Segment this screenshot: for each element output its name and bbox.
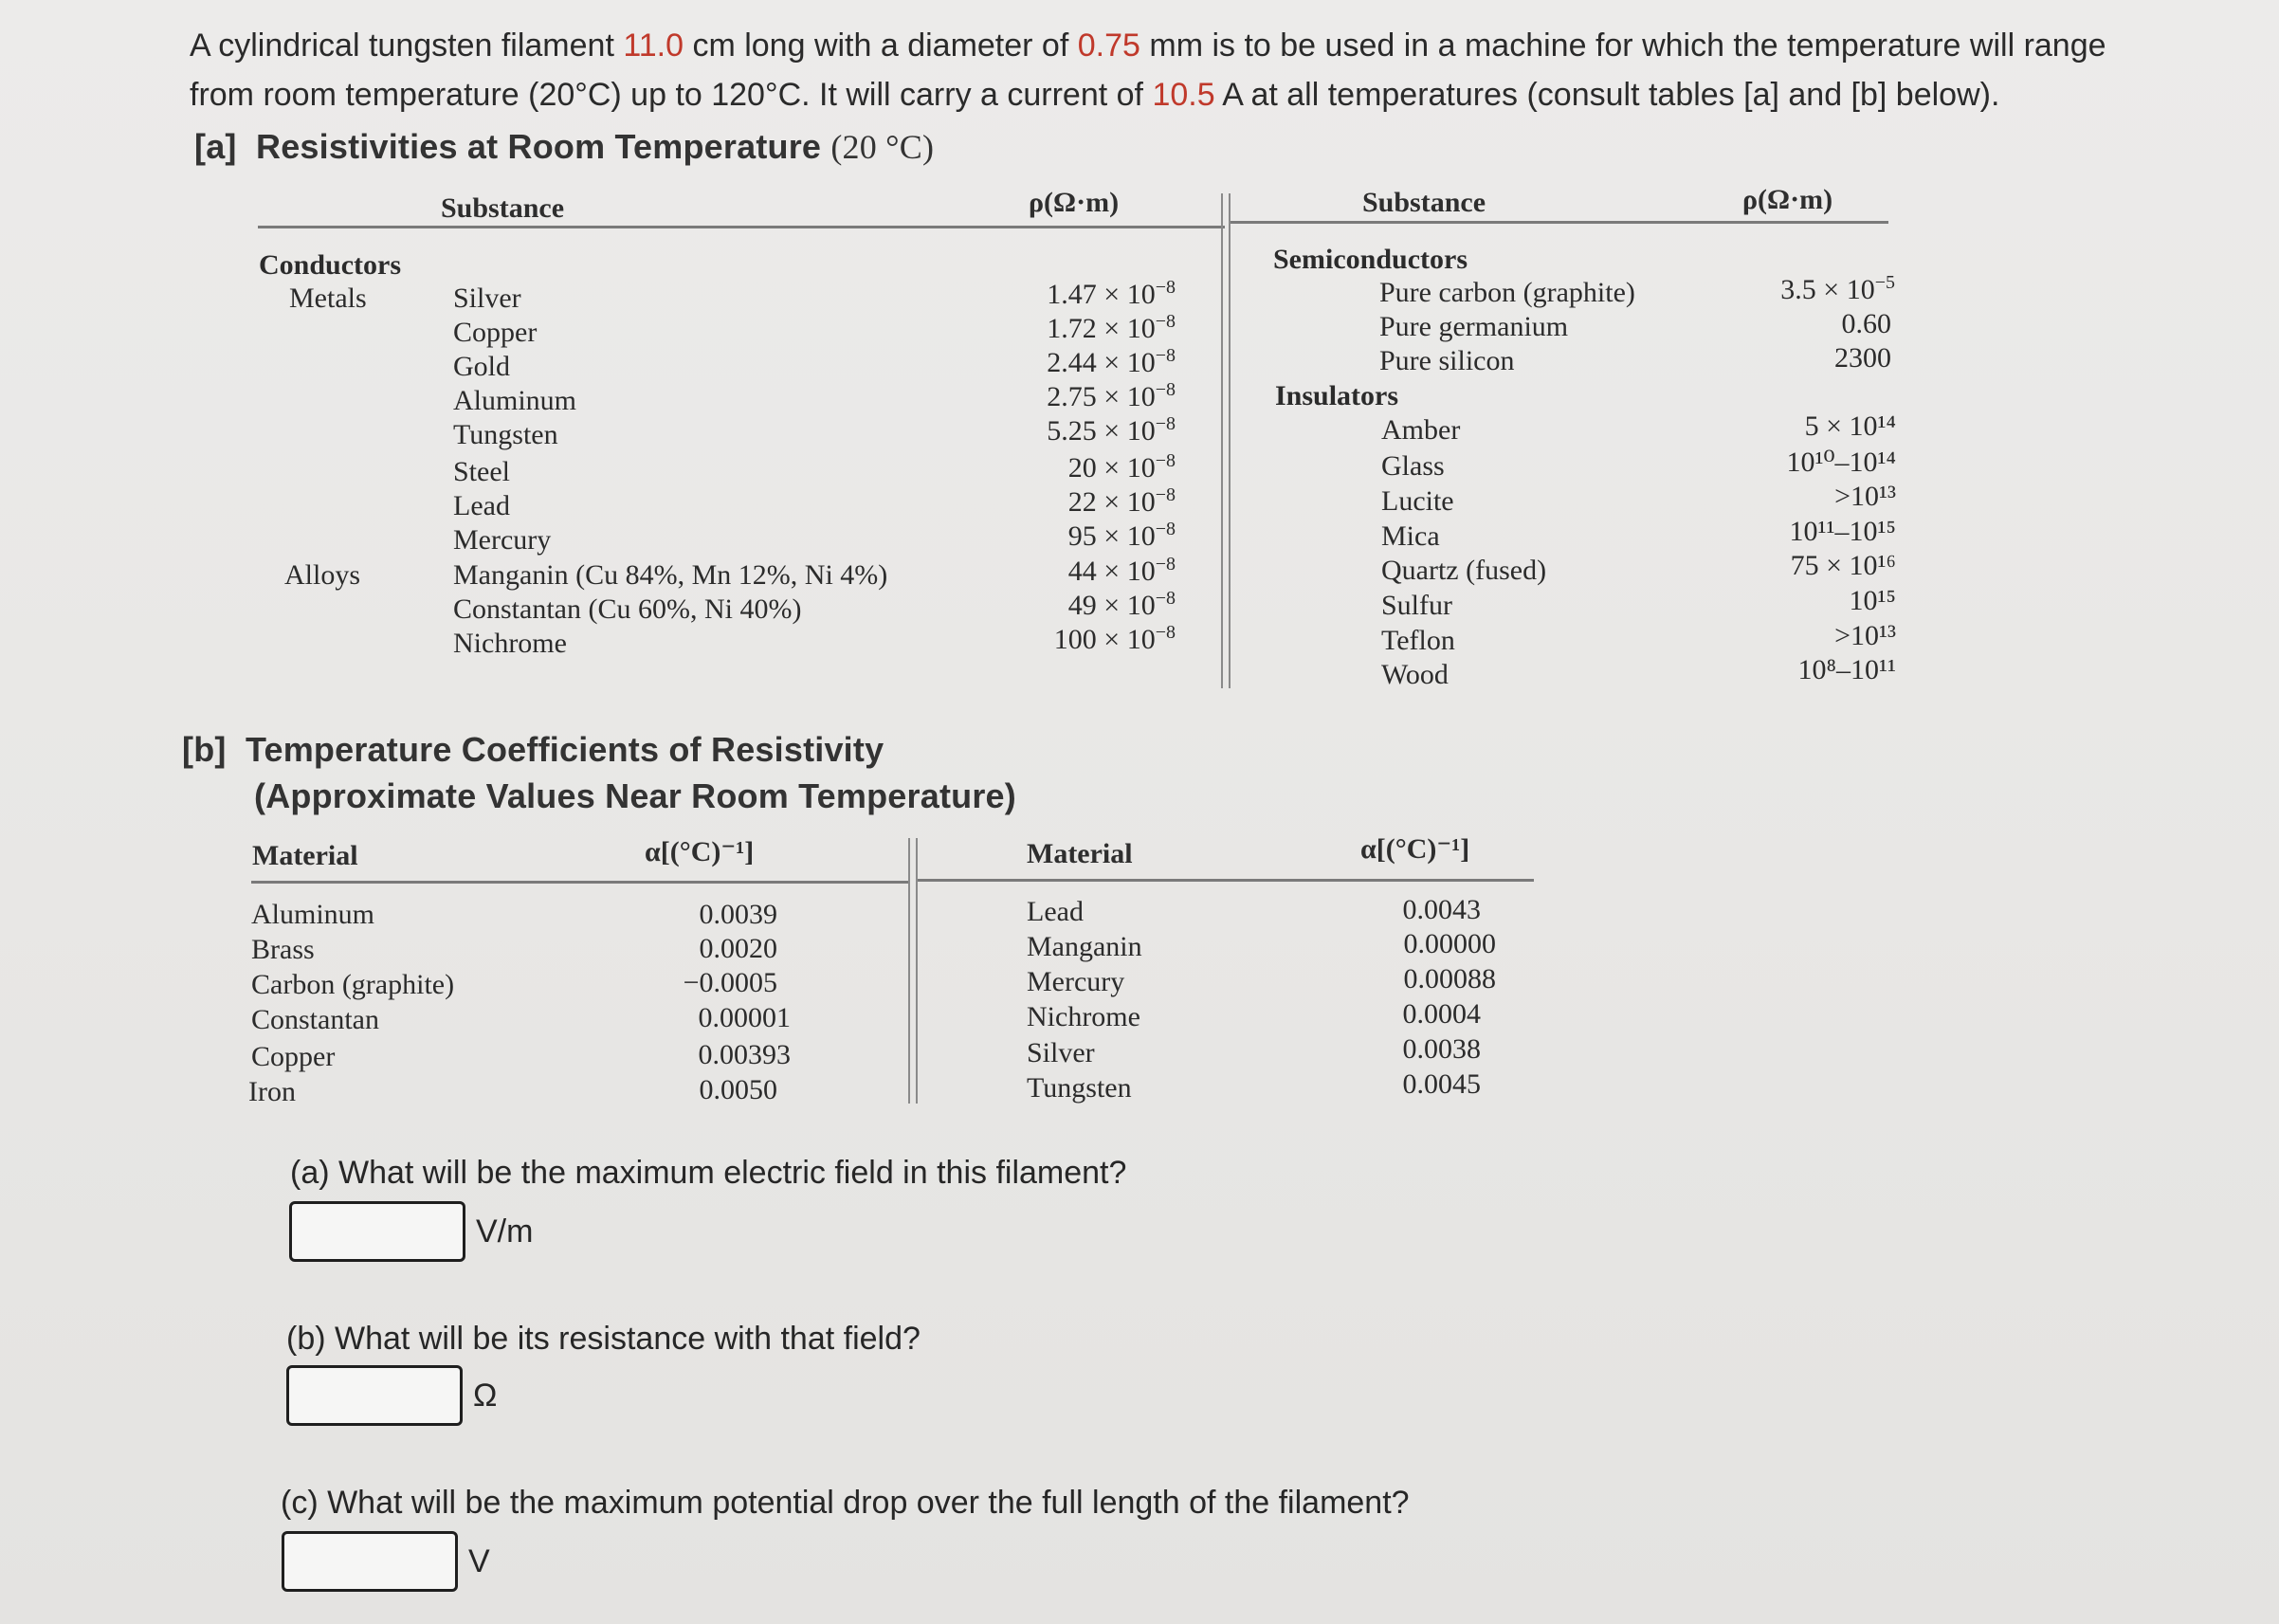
table-b-divider-1 xyxy=(908,838,910,1104)
metal-resistivity: $1.72 \times 10^{-8}$ xyxy=(1047,311,1176,344)
insulator-resistivity: >10¹³ xyxy=(1834,481,1896,512)
insulator-resistivity: >10¹³ xyxy=(1834,620,1896,651)
metal-name: Mercury xyxy=(453,524,552,556)
problem-line-2 xyxy=(190,70,1999,119)
alloy-resistivity: $49 \times 10^{-8}$ xyxy=(1067,588,1176,621)
material-name: Constantan xyxy=(251,1004,379,1035)
table-a-header-rho-right: ρ(Ω·m) xyxy=(1742,184,1833,215)
alloy-name: Nichrome xyxy=(453,628,567,659)
table-a-title xyxy=(194,127,934,167)
insulator-resistivity: 5 × 10¹⁴ xyxy=(1804,411,1896,442)
insulator-name: Amber xyxy=(1381,414,1461,446)
table-a-header-substance-right: Substance xyxy=(1362,187,1486,218)
table-a-title-temp: (20 °C) xyxy=(830,128,935,166)
metal-name: Aluminum xyxy=(453,385,577,416)
material-name: Iron xyxy=(248,1076,296,1107)
problem-line-1 xyxy=(190,21,2106,70)
answer-a-unit: V/m xyxy=(476,1213,534,1250)
insulator-resistivity: 75 × 10¹⁶ xyxy=(1790,550,1896,581)
material-name: Mercury xyxy=(1027,966,1125,997)
table-b-tag: [b] xyxy=(182,730,227,769)
table-a-divider-1 xyxy=(1221,193,1223,688)
insulator-name: Mica xyxy=(1381,520,1440,552)
problem-text-1b: cm long with a diameter of xyxy=(684,27,1078,64)
material-name: Manganin xyxy=(1027,931,1142,962)
insulator-name: Teflon xyxy=(1381,625,1455,656)
material-coefficient: 0.0038 xyxy=(1402,1033,1481,1065)
table-b-header-rule-right xyxy=(916,879,1534,882)
metal-resistivity: $1.47 \times 10^{-8}$ xyxy=(1047,277,1176,310)
metal-name: Copper xyxy=(453,317,538,348)
question-b-label: (b) What will be its resistance with that field? xyxy=(286,1321,921,1357)
semiconductor-name: Pure silicon xyxy=(1379,345,1515,376)
material-coefficient: 0.0039 xyxy=(699,899,777,930)
semiconductor-name: Pure germanium xyxy=(1379,311,1569,342)
material-coefficient: 0.00393 xyxy=(698,1039,791,1070)
current-value: 10.5 xyxy=(1152,77,1215,113)
insulator-resistivity: 10¹¹–10¹⁵ xyxy=(1789,516,1896,547)
alloys-label: Alloys xyxy=(284,559,361,591)
table-b-title-text: Temperature Coefficients of Resistivity xyxy=(245,730,884,769)
metal-name: Silver xyxy=(453,283,521,314)
table-b-header-material-right: Material xyxy=(1027,838,1133,869)
problem-text-2b: A at all temperatures (consult tables [a] and [b] below). xyxy=(1214,77,2000,113)
problem-text-2a: from room temperature (20°C) up to 120°C. It will carry a current of xyxy=(190,77,1153,113)
semiconductors-label: Semiconductors xyxy=(1273,244,1468,275)
metal-resistivity: $2.44 \times 10^{-8}$ xyxy=(1047,345,1176,378)
answer-b-unit: Ω xyxy=(473,1378,498,1414)
material-name: Brass xyxy=(251,934,315,965)
insulator-name: Lucite xyxy=(1381,485,1454,517)
metal-resistivity: $22 \times 10^{-8}$ xyxy=(1067,484,1176,518)
table-a-header-rule-right xyxy=(1231,221,1888,224)
insulator-name: Glass xyxy=(1381,450,1445,482)
conductors-label: Conductors xyxy=(259,249,402,281)
material-coefficient: 0.00088 xyxy=(1403,963,1496,994)
insulator-name: Quartz (fused) xyxy=(1381,555,1547,586)
semiconductor-resistivity: 2300 xyxy=(1834,342,1891,374)
material-name: Silver xyxy=(1027,1037,1095,1068)
answer-b-input[interactable] xyxy=(286,1365,463,1426)
table-b-header-alpha-left: α[(°C)⁻¹] xyxy=(645,836,755,867)
alloy-resistivity: $100 \times 10^{-8}$ xyxy=(1053,622,1176,655)
table-b-title-1 xyxy=(182,730,884,770)
table-b-header-material-left: Material xyxy=(252,840,358,871)
material-name: Copper xyxy=(251,1041,336,1072)
insulator-resistivity: 10¹⁰–10¹⁴ xyxy=(1786,447,1896,478)
table-a-header-rho-left: ρ(Ω·m) xyxy=(1029,187,1120,218)
semiconductor-resistivity: 0.60 xyxy=(1841,308,1891,339)
metal-resistivity: $95 \times 10^{-8}$ xyxy=(1067,519,1176,552)
material-name: Nichrome xyxy=(1027,1001,1140,1032)
metal-name: Tungsten xyxy=(453,419,558,450)
metal-resistivity: $20 \times 10^{-8}$ xyxy=(1067,450,1176,484)
insulator-resistivity: 10⁸–10¹¹ xyxy=(1797,654,1896,685)
filament-diameter-value: 0.75 xyxy=(1077,27,1140,64)
material-name: Aluminum xyxy=(251,899,375,930)
question-a-label: (a) What will be the maximum electric field in this filament? xyxy=(290,1155,1127,1191)
material-coefficient: 0.0004 xyxy=(1402,998,1481,1030)
metal-name: Lead xyxy=(453,490,510,521)
insulator-name: Sulfur xyxy=(1381,590,1452,621)
alloy-name: Constantan (Cu 60%, Ni 40%) xyxy=(453,593,802,625)
material-coefficient: 0.0045 xyxy=(1402,1068,1481,1100)
table-a-tag: [a] xyxy=(194,127,237,166)
material-name: Tungsten xyxy=(1027,1072,1132,1104)
material-coefficient: 0.00000 xyxy=(1403,928,1496,959)
material-coefficient: 0.0050 xyxy=(699,1074,777,1105)
insulator-resistivity: 10¹⁵ xyxy=(1849,585,1896,616)
table-b-header-alpha-right: α[(°C)⁻¹] xyxy=(1360,833,1470,865)
metal-resistivity: $2.75 \times 10^{-8}$ xyxy=(1047,379,1176,412)
table-b-title-2: (Approximate Values Near Room Temperature) xyxy=(254,776,1016,815)
material-name: Carbon (graphite) xyxy=(251,969,455,1000)
metals-label: Metals xyxy=(289,283,367,314)
material-coefficient: 0.0043 xyxy=(1402,894,1481,925)
filament-length-value: 11.0 xyxy=(623,27,684,64)
metal-name: Gold xyxy=(453,351,510,382)
table-a-header-rule-left xyxy=(258,226,1225,228)
answer-c-unit: V xyxy=(468,1543,490,1579)
alloy-resistivity: $44 \times 10^{-8}$ xyxy=(1067,554,1176,587)
table-b-divider-2 xyxy=(916,838,918,1104)
insulator-name: Wood xyxy=(1381,659,1449,690)
material-coefficient: −0.0005 xyxy=(683,967,777,998)
material-coefficient: 0.00001 xyxy=(698,1002,791,1033)
metal-resistivity: $5.25 \times 10^{-8}$ xyxy=(1047,413,1176,447)
table-a-divider-2 xyxy=(1229,193,1231,688)
semiconductor-name: Pure carbon (graphite) xyxy=(1379,277,1635,308)
alloy-name: Manganin (Cu 84%, Mn 12%, Ni 4%) xyxy=(453,559,888,591)
table-a-header-substance-left: Substance xyxy=(441,192,565,224)
material-name: Lead xyxy=(1027,896,1084,927)
table-a-title-text: Resistivities at Room Temperature xyxy=(256,127,822,166)
question-c-label: (c) What will be the maximum potential drop over the full length of the filament? xyxy=(281,1485,1410,1521)
answer-c-input[interactable] xyxy=(282,1531,458,1592)
metal-name: Steel xyxy=(453,456,510,487)
semiconductor-resistivity: $3.5 \times 10^{-5}$ xyxy=(1780,272,1895,305)
table-b-header-rule-left xyxy=(251,881,910,884)
problem-text-1c: mm is to be used in a machine for which the temperature will range xyxy=(1140,27,2106,64)
insulators-label: Insulators xyxy=(1275,380,1399,411)
material-coefficient: 0.0020 xyxy=(699,933,777,964)
problem-text-1a: A cylindrical tungsten filament xyxy=(190,27,624,64)
answer-a-input[interactable] xyxy=(289,1201,465,1262)
